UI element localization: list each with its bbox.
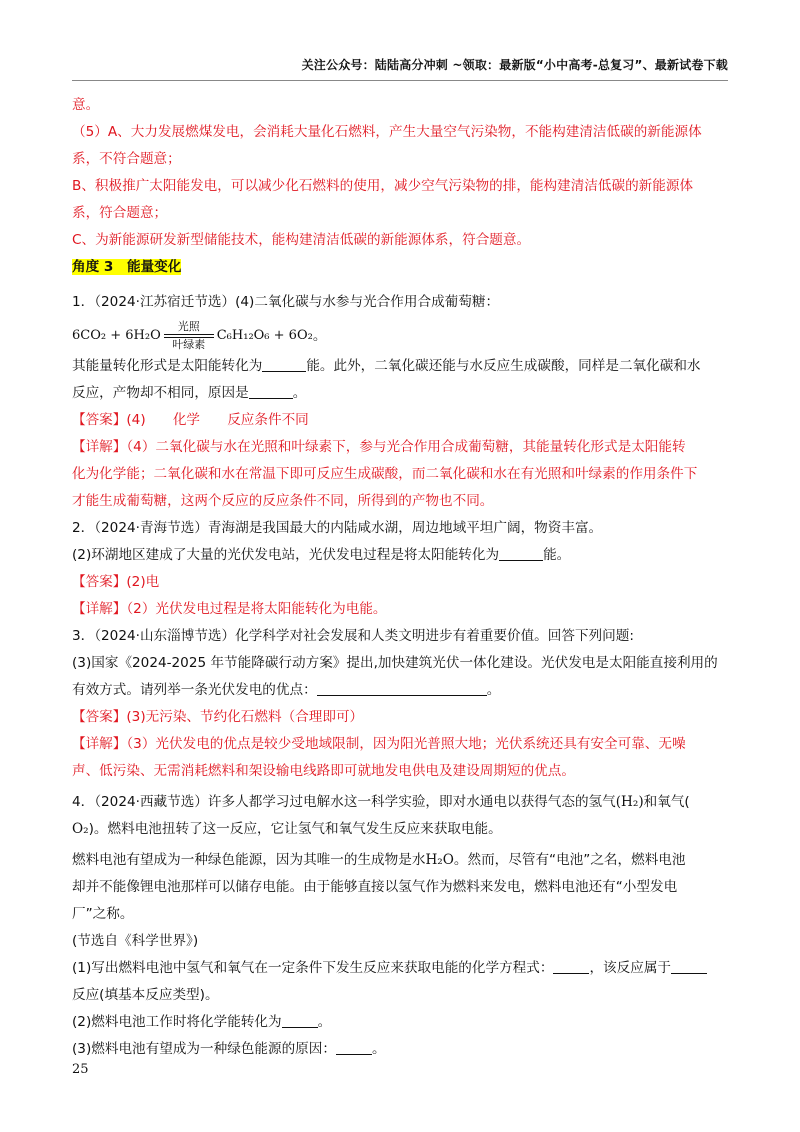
q4-passage-line1 — [72, 847, 728, 874]
q3-detail-line2: 声、低污染、无需消耗燃料和架设输电线路即可就地发电供电及建设周期短的优点。 — [72, 763, 575, 779]
page-number: 25 — [72, 1062, 89, 1077]
q4-stem-text-b: 和氧气( — [643, 794, 690, 810]
q1-detail-line1: 【详解】（4）二氧化碳与水在光照和叶绿素下，参与光合作用合成葡萄糖，其能量转化形式是太阳能转 — [72, 439, 686, 455]
answer-blank — [262, 357, 306, 372]
answer-blank — [671, 959, 707, 974]
q1-line2 — [72, 353, 728, 380]
q2-subquestion-text-b: 能。 — [543, 547, 571, 563]
page-header: 关注公众号：陆陆高分冲刺 ~领取：最新版“小中高考-总复习”、最新试卷下载 — [301, 58, 728, 72]
oxygen-formula: O₂ — [72, 821, 89, 837]
equation-condition-light: 光照 — [177, 320, 200, 333]
q3-subquestion-text-b: 。 — [486, 682, 501, 698]
q3-stem: 3．（2024·山东淄博节选）化学科学对社会发展和人类文明进步有着重要价值。回答下列问题: — [72, 628, 634, 644]
q4-passage-text-b: 。然而，尽管有“电池”之名，燃料电池 — [453, 852, 686, 868]
q4-sub3-text-a: (3)燃料电池有望成为一种绿色能源的原因： — [72, 1041, 336, 1057]
answer-blank — [317, 681, 487, 696]
q4-sub3-text-b: 。 — [371, 1041, 386, 1057]
q4-sub2-text-b: 。 — [317, 1014, 332, 1030]
q1-detail-line2: 化为化学能；二氧化碳和水在常温下即可反应生成碳酸，而二氧化碳和水在有光照和叶绿素的作用条件下 — [72, 466, 698, 482]
q4-stem-text-a: 4．（2024·西藏节选）许多人都学习过电解水这一科学实验，即对水通电以获得气态的氢气 — [72, 794, 616, 810]
intro-option-b-line2: 系，符合题意； — [72, 205, 168, 221]
equation-products: C₆H₁₂O₆ + 6O₂ — [216, 328, 313, 343]
q3-answer: 【答案】(3)无污染、节约化石燃料（合理即可） — [72, 709, 364, 725]
q1-prefix: 1．（2024·江苏宿迁节选）(4)二氧化碳与水参与光合作用合成葡萄糖： — [72, 294, 500, 310]
q4-subquestion-1-line2: 反应(填基本反应类型)。 — [72, 987, 219, 1003]
q1-line3-text-b: 。 — [292, 385, 307, 401]
q2-subquestion-text-a: (2)环湖地区建成了大量的光伏发电站，光伏发电过程是将太阳能转化为 — [72, 547, 500, 563]
q2-answer: 【答案】(2)电 — [72, 574, 160, 590]
answer-blank — [249, 384, 293, 399]
q1-line3-text-a: 反应，产物却不相同，原因是 — [72, 385, 249, 401]
q1-stem-end: 。 — [312, 328, 327, 344]
q4-passage-line2: 却并不能像锂电池那样可以储存电能。由于能够直接以氢气作为燃料来发电，燃料电池还有“小型发电 — [72, 879, 678, 895]
q4-subquestion-2 — [72, 1009, 728, 1036]
q2-detail: 【详解】（2）光伏发电过程是将太阳能转化为电能。 — [72, 601, 387, 617]
equation-reactants: 6CO₂ + 6H₂O — [72, 328, 161, 343]
q4-subquestion-1-line1 — [72, 955, 728, 982]
answer-blank — [553, 959, 589, 974]
q3-detail-line1: 【详解】（3）光伏发电的优点是较少受地域限制，因为阳光普照大地；光伏系统还具有安全可靠、无噪 — [72, 736, 686, 752]
q2-subquestion — [72, 542, 728, 569]
q4-subquestion-3 — [72, 1036, 728, 1063]
q1-detail-line3: 才能生成葡萄糖，这两个反应的反应条件不同，所得到的产物也不同。 — [72, 493, 494, 509]
water-formula: H₂O — [425, 852, 454, 868]
q1-line2-text-a: 其能量转化形式是太阳能转化为 — [72, 358, 263, 374]
q4-sub1-text-a: (1)写出燃料电池中氢气和氧气在一定条件下发生反应来获取电能的化学方程式： — [72, 960, 554, 976]
hydrogen-formula: (H₂) — [615, 794, 644, 810]
intro-option-c: C、为新能源研发新型储能技术，能构建清洁低碳的新能源体系，符合题意。 — [72, 232, 531, 248]
q3-subquestion-line2 — [72, 677, 728, 704]
q4-sub1-text-b: ，该反应属于 — [589, 960, 672, 976]
answer-blank — [336, 1040, 372, 1055]
content — [72, 92, 728, 1063]
header-rule — [72, 80, 728, 81]
q4-stem-line1 — [72, 789, 728, 816]
q4-passage-text-a: 燃料电池有望成为一种绿色能源，因为其唯一的生成物是水 — [72, 852, 426, 868]
equation-arrow — [164, 320, 214, 352]
q4-passage-line3: 厂”之称。 — [72, 906, 134, 922]
answer-blank — [499, 546, 543, 561]
section-title: 角度 3 能量变化 — [72, 259, 182, 275]
q4-stem-text-c: )。燃料电池扭转了这一反应，它让氢气和氧气发生反应来获取电能。 — [88, 821, 502, 837]
intro-option-b-line1: B、积极推广太阳能发电，可以减少化石燃料的使用，减少空气污染物的排，能构建清洁低碳的新能源体 — [72, 178, 694, 194]
q4-sub2-text-a: (2)燃料电池工作时将化学能转化为 — [72, 1014, 282, 1030]
q1-stem — [72, 285, 728, 353]
q4-stem-line2 — [72, 816, 728, 843]
q1-line2-text-b: 能。此外，二氧化碳还能与水反应生成碳酸，同样是二氧化碳和水 — [306, 358, 701, 374]
equation-condition-chlorophyll: 叶绿素 — [172, 338, 206, 351]
intro-option-5-line2: 系，不符合题意； — [72, 151, 181, 167]
intro-continued: 意。 — [72, 97, 100, 113]
intro-option-5-line1: （5）A、大力发展燃煤发电，会消耗大量化石燃料，产生大量空气污染物，不能构建清洁低碳的新能源体 — [72, 124, 702, 140]
q3-subquestion-line1: (3)国家《2024-2025 年节能降碳行动方案》提出,加快建筑光伏一体化建设。光伏发电是太阳能直接利用的 — [72, 655, 718, 671]
q3-subquestion-text-a: 有效方式。请列举一条光伏发电的优点： — [72, 682, 317, 698]
q4-source: (节选自《科学世界》) — [72, 933, 199, 949]
answer-blank — [282, 1013, 318, 1028]
section-heading — [72, 254, 728, 281]
photosynthesis-equation — [72, 319, 313, 353]
q2-stem: 2．（2024·青海节选）青海湖是我国最大的内陆咸水湖，周边地域平坦广阔，物资丰富。 — [72, 520, 603, 536]
q1-line3 — [72, 380, 728, 407]
q1-answer: 【答案】(4) 化学 反应条件不同 — [72, 412, 309, 428]
